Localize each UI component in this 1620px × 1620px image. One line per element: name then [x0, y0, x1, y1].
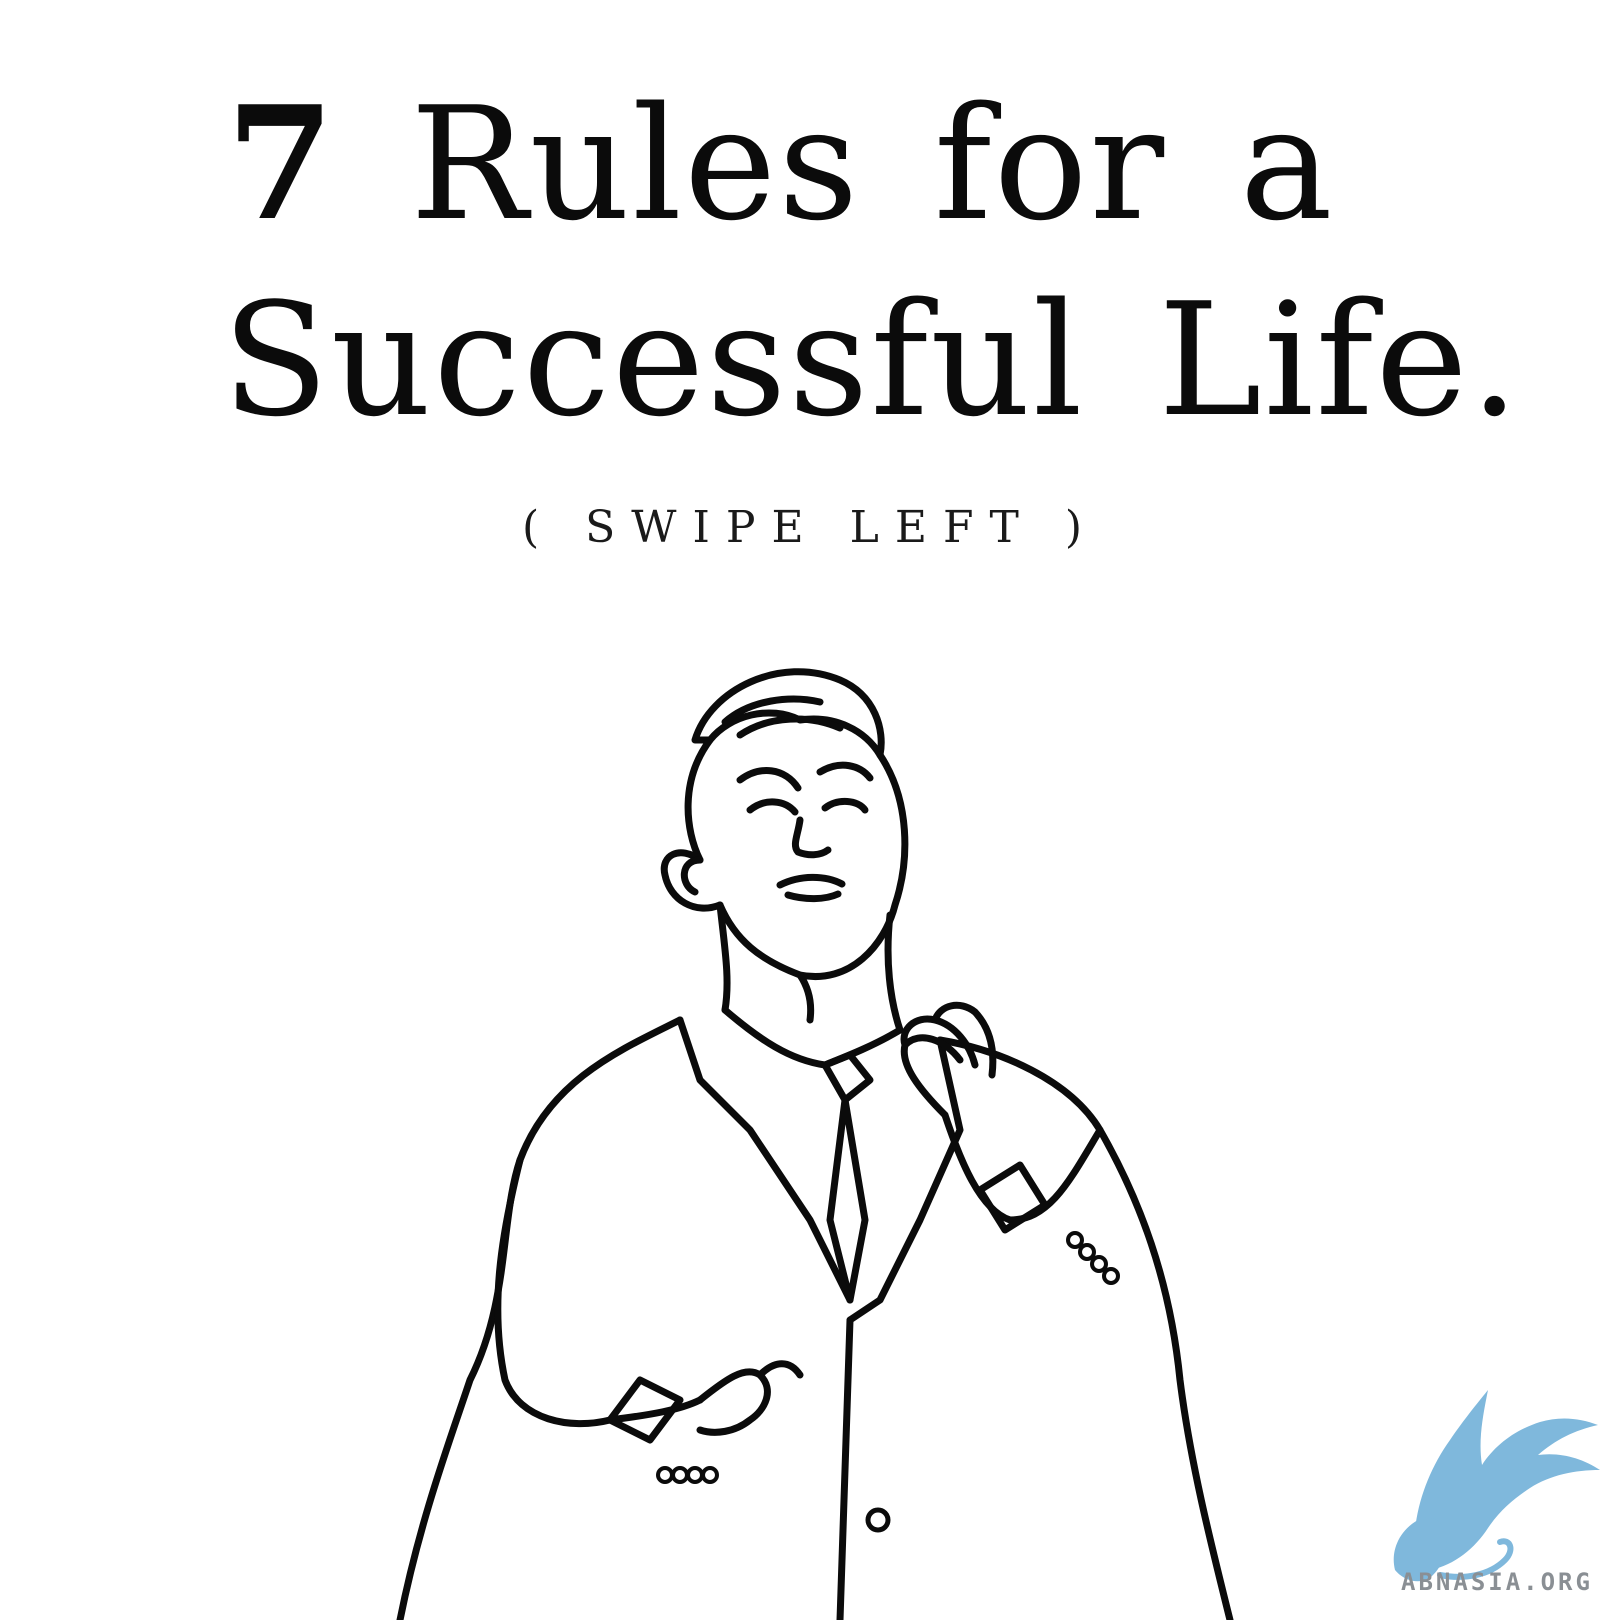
- sleeve-buttons-left: [658, 1468, 717, 1482]
- right-eye: [825, 801, 865, 810]
- jacket-button: [868, 1510, 888, 1530]
- lower-cuff: [610, 1380, 680, 1440]
- mouth: [780, 877, 842, 898]
- tie-knot: [825, 1055, 870, 1100]
- title-line-1-text: Rules for a: [410, 73, 1335, 255]
- ear: [684, 860, 700, 892]
- sleeve-buttons-right: [1068, 1233, 1118, 1283]
- left-eye: [750, 802, 795, 812]
- hair: [695, 672, 881, 755]
- title-number: 7: [226, 72, 337, 255]
- businessman-adjusting-tie-illustration: [380, 660, 1320, 1620]
- lower-hand: [700, 1364, 800, 1433]
- jacket-outline: [400, 1020, 1230, 1620]
- raised-hand: [904, 1005, 993, 1115]
- jacket-opening: [840, 1320, 850, 1620]
- right-eyebrow: [820, 765, 870, 778]
- left-eyebrow: [740, 771, 798, 788]
- lower-arm: [498, 1160, 700, 1424]
- watermark-text: ABNASIA.ORG: [1401, 1568, 1593, 1596]
- title-line-1: [226, 72, 1335, 255]
- nose: [795, 820, 828, 855]
- swipe-left-hint: ( SWIPE LEFT ): [522, 502, 1098, 553]
- neck-shadow: [800, 975, 811, 1020]
- title-line-2: Successful Life.: [222, 269, 1522, 451]
